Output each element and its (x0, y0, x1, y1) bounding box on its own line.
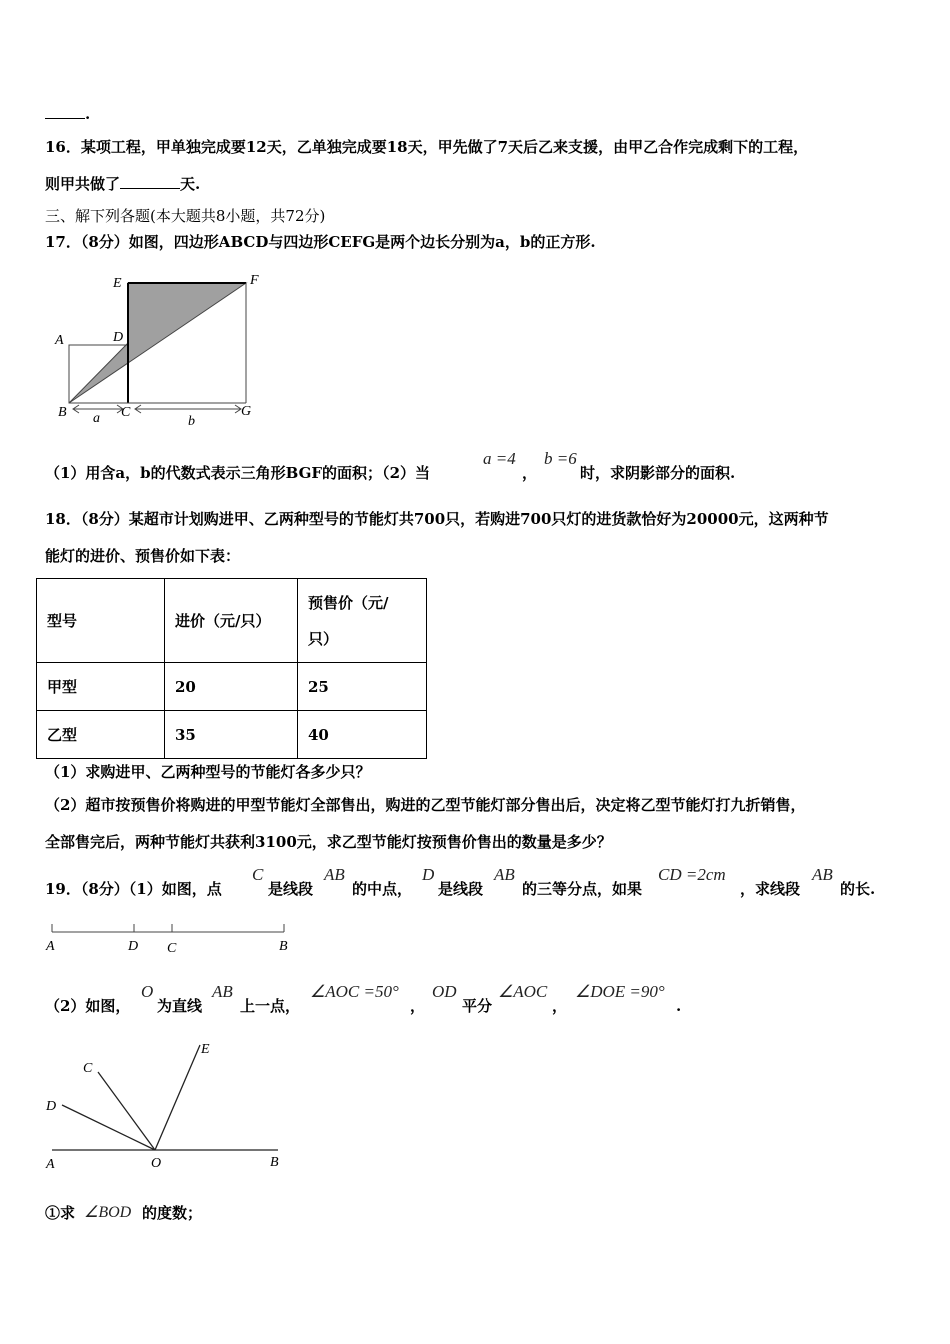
text: 是线段 (268, 880, 314, 898)
seg-label-D: D (128, 939, 139, 954)
table-cell: 甲型 (37, 663, 165, 711)
q18-line2: 能灯的进价、预售价如下表： (45, 547, 241, 565)
math-AB: AB (812, 865, 833, 884)
angle-figure (45, 1042, 279, 1172)
text: 的度数； (142, 1204, 203, 1222)
text: 的三等分点，如果 (522, 880, 643, 898)
q18-sub2-line2: 全部售完后，两种节能灯共获利3100元，求乙型节能灯按预售价售出的数量是多少？ (45, 833, 612, 851)
q17-stem: 17．（8分）如图，四边形ABCD与四边形CEFG是两个边长分别为a，b的正方形. (45, 233, 596, 251)
q17-sub-end: 时，求阴影部分的面积. (580, 464, 736, 482)
section-heading: 三、解下列各题(本大题共8小题，共72分) (45, 207, 326, 225)
label-F: F (250, 273, 259, 288)
text: 平分 (462, 997, 493, 1015)
label-a: a (93, 411, 100, 426)
text: 19．（8分）（1）如图，点 (45, 880, 222, 898)
comma: ， (410, 997, 426, 1015)
math-C: C (252, 865, 264, 884)
text: 是线段 (438, 880, 484, 898)
table-cell: 20 (165, 663, 298, 711)
segment-figure (45, 924, 288, 956)
table-row (37, 663, 427, 711)
text: 的长. (840, 880, 876, 898)
label-b: b (188, 414, 195, 429)
seg-label-C: C (167, 941, 177, 956)
math-AB: AB (212, 982, 233, 1001)
angle-label-D: D (46, 1099, 57, 1114)
label-C: C (121, 405, 131, 420)
math-DOE: ∠DOE =90° (575, 982, 665, 1001)
comma: ， (552, 997, 568, 1015)
math-O: O (141, 982, 154, 1001)
comma: ， (522, 464, 538, 482)
header-cell: 型号 (37, 579, 165, 663)
q16-line2: 则甲共做了 天. (45, 175, 201, 193)
math-AB: AB (324, 865, 345, 884)
angle-label-A: A (46, 1157, 55, 1172)
math-D: D (422, 865, 435, 884)
angle-label-C: C (83, 1061, 93, 1076)
text: ，求线段 (740, 880, 801, 898)
table-header-row (37, 579, 427, 663)
math-CD: CD =2cm (658, 865, 726, 884)
square-figure (54, 273, 259, 429)
text: 的中点， (352, 880, 413, 898)
price-table (36, 578, 427, 759)
math-a: a =4 (483, 449, 516, 468)
table-cell: 乙型 (37, 711, 165, 759)
table-cell: 40 (298, 711, 427, 759)
table-cell: 35 (165, 711, 298, 759)
text: （2）如图， (45, 997, 131, 1015)
table-cell: 25 (298, 663, 427, 711)
math-AOC: ∠AOC =50° (310, 982, 399, 1001)
period: . (676, 997, 682, 1015)
math-AB: AB (494, 865, 515, 884)
table-row (37, 711, 427, 759)
q18-sub2-line1: （2）超市按预售价将购进的甲型节能灯全部售出，购进的乙型节能灯部分售出后，决定将乙型节能灯打九折销售， (45, 796, 806, 814)
label-E: E (113, 276, 122, 291)
q16-line1: 16．某项工程，甲单独完成要12天，乙单独完成要18天，甲先做了7天后乙来支援，由甲乙合作完成剩下的工程， (45, 138, 809, 156)
q17-sub: （1）用含a，b的代数式表示三角形BGF的面积；（2）当 (45, 464, 430, 482)
label-A: A (55, 333, 64, 348)
math-BOD: ∠BOD (84, 1204, 132, 1221)
header-cell: 预售价（元/ 只） (298, 579, 427, 663)
seg-label-B: B (279, 939, 288, 954)
prev-answer-blank: . (45, 104, 90, 123)
q18-line1: 18．（8分）某超市计划购进甲、乙两种型号的节能灯共700只，若购进700只灯的进货款恰好为20000元，这两种节 (45, 510, 829, 528)
angle-label-B: B (270, 1155, 279, 1170)
math-b: b =6 (544, 449, 577, 468)
angle-label-E: E (201, 1042, 210, 1057)
label-G: G (241, 404, 252, 419)
text: ①求 (45, 1204, 76, 1222)
q18-sub1: （1）求购进甲、乙两种型号的节能灯各多少只？ (45, 763, 371, 781)
label-B: B (58, 405, 67, 420)
angle-label-O: O (151, 1156, 162, 1171)
text: 上一点， (240, 997, 301, 1015)
math-AOC: ∠AOC (498, 982, 548, 1001)
header-cell: 进价（元/只） (165, 579, 298, 663)
math-OD: OD (432, 982, 457, 1001)
seg-label-A: A (46, 939, 55, 954)
text: 为直线 (157, 997, 203, 1015)
label-D: D (113, 330, 124, 345)
